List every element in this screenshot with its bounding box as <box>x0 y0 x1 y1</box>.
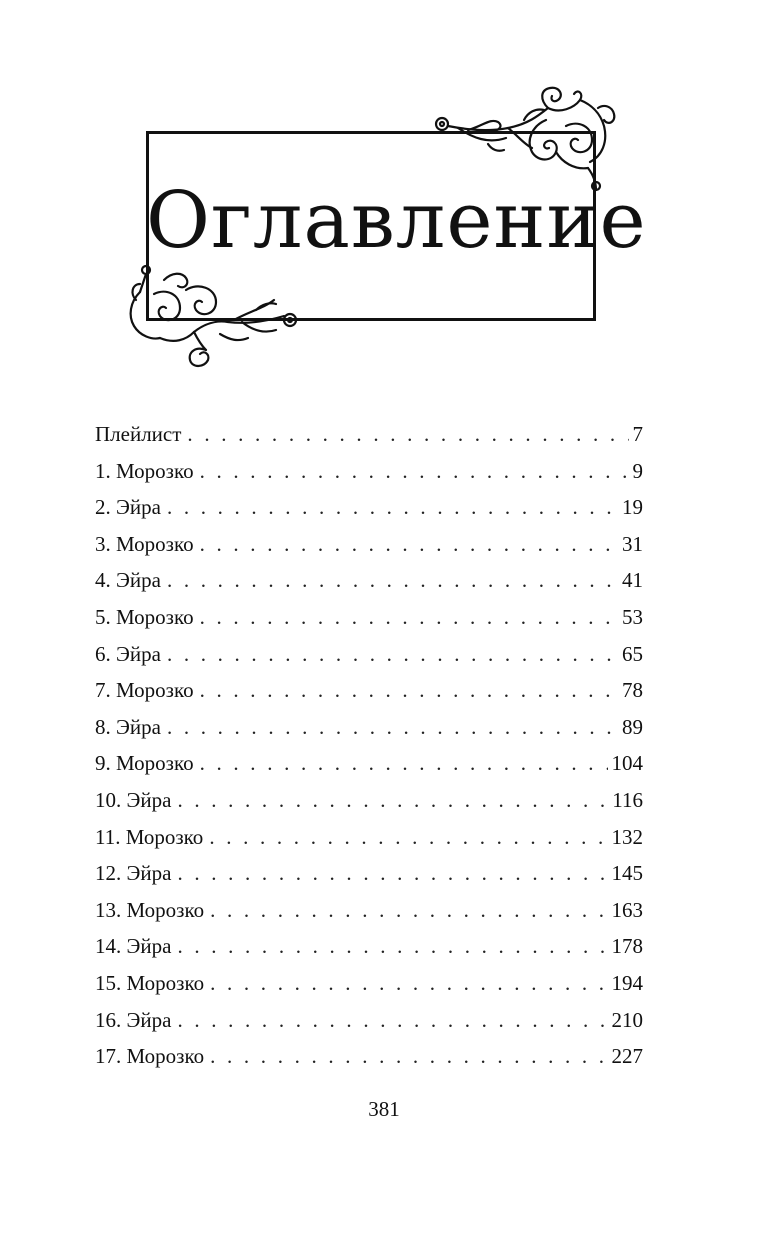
toc-entry[interactable] <box>95 1002 643 1039</box>
toc-entry-page: 31 <box>622 531 643 556</box>
toc-entry-label: 5. Морозко <box>95 604 194 629</box>
toc-entry-label: 10. Эйра <box>95 787 172 812</box>
toc-entry-label: 3. Морозко <box>95 531 194 556</box>
flourish-ornament-icon <box>124 260 324 368</box>
toc-entry-page: 116 <box>612 787 643 812</box>
dot-leader <box>167 562 618 599</box>
toc-entry[interactable] <box>95 892 643 929</box>
dot-leader <box>200 599 618 636</box>
toc-entry-label: 17. Морозко <box>95 1044 205 1069</box>
toc-entry[interactable] <box>95 709 643 746</box>
toc-entry-label: 14. Эйра <box>95 934 172 959</box>
toc-entry-page: 7 <box>632 422 643 446</box>
toc-entry[interactable] <box>95 855 643 892</box>
dot-leader <box>200 453 629 490</box>
toc-entry-page: 194 <box>611 970 643 995</box>
toc-entry[interactable] <box>95 745 643 782</box>
toc-entry[interactable] <box>95 599 643 636</box>
page-title: Оглавление <box>146 176 647 266</box>
toc-entry-page: 178 <box>611 934 643 959</box>
toc-entry-label: 15. Морозко <box>95 970 205 995</box>
toc-entry-page: 163 <box>611 897 643 922</box>
table-of-contents <box>95 416 643 1075</box>
dot-leader <box>200 526 618 563</box>
dot-leader <box>167 709 618 746</box>
toc-entry-page: 78 <box>622 678 643 703</box>
dot-leader <box>210 965 607 1002</box>
toc-entry[interactable] <box>95 782 643 819</box>
toc-entry-page: 210 <box>611 1007 643 1032</box>
toc-entry-label: 7. Морозко <box>95 678 194 703</box>
toc-entry-page: 104 <box>611 751 643 776</box>
toc-entry-label: 8. Эйра <box>95 714 161 739</box>
toc-entry-page: 89 <box>622 714 643 739</box>
toc-entry-page: 9 <box>632 458 643 483</box>
toc-entry-label: 9. Морозко <box>95 751 194 776</box>
dot-leader <box>187 416 628 453</box>
toc-entry-page: 65 <box>622 641 643 666</box>
dot-leader <box>177 782 608 819</box>
dot-leader <box>167 489 618 526</box>
toc-entry-label: 16. Эйра <box>95 1007 172 1032</box>
page-number: 381 <box>368 1097 400 1121</box>
toc-entry-page: 227 <box>611 1044 643 1069</box>
toc-entry[interactable] <box>95 489 643 526</box>
toc-entry-label: 11. Морозко <box>95 824 204 849</box>
toc-entry[interactable] <box>95 672 643 709</box>
dot-leader <box>177 1002 607 1039</box>
toc-entry[interactable] <box>95 965 643 1002</box>
dot-leader <box>210 892 607 929</box>
toc-entry-label: 12. Эйра <box>95 861 172 886</box>
toc-entry-page: 41 <box>622 568 643 593</box>
toc-entry-label: Плейлист <box>95 422 182 446</box>
dot-leader <box>210 1038 607 1075</box>
dot-leader <box>200 745 608 782</box>
toc-entry-page: 145 <box>611 861 643 886</box>
toc-entry[interactable] <box>95 526 643 563</box>
toc-entry[interactable] <box>95 562 643 599</box>
dot-leader <box>209 819 607 856</box>
toc-entry[interactable] <box>95 416 643 453</box>
toc-entry[interactable] <box>95 636 643 673</box>
toc-entry-label: 2. Эйра <box>95 495 161 520</box>
toc-entry-label: 4. Эйра <box>95 568 161 593</box>
toc-entry-label: 1. Морозко <box>95 458 194 483</box>
toc-entry-label: 6. Эйра <box>95 641 161 666</box>
dot-leader <box>177 928 607 965</box>
dot-leader <box>177 855 607 892</box>
toc-entry[interactable] <box>95 453 643 490</box>
toc-entry-label: 13. Морозко <box>95 897 205 922</box>
toc-entry-page: 19 <box>622 495 643 520</box>
toc-entry[interactable] <box>95 819 643 856</box>
toc-entry[interactable] <box>95 928 643 965</box>
toc-entry[interactable] <box>95 1038 643 1075</box>
dot-leader <box>200 672 618 709</box>
toc-entry-page: 132 <box>611 824 643 849</box>
toc-entry-page: 53 <box>622 604 643 629</box>
dot-leader <box>167 636 618 673</box>
